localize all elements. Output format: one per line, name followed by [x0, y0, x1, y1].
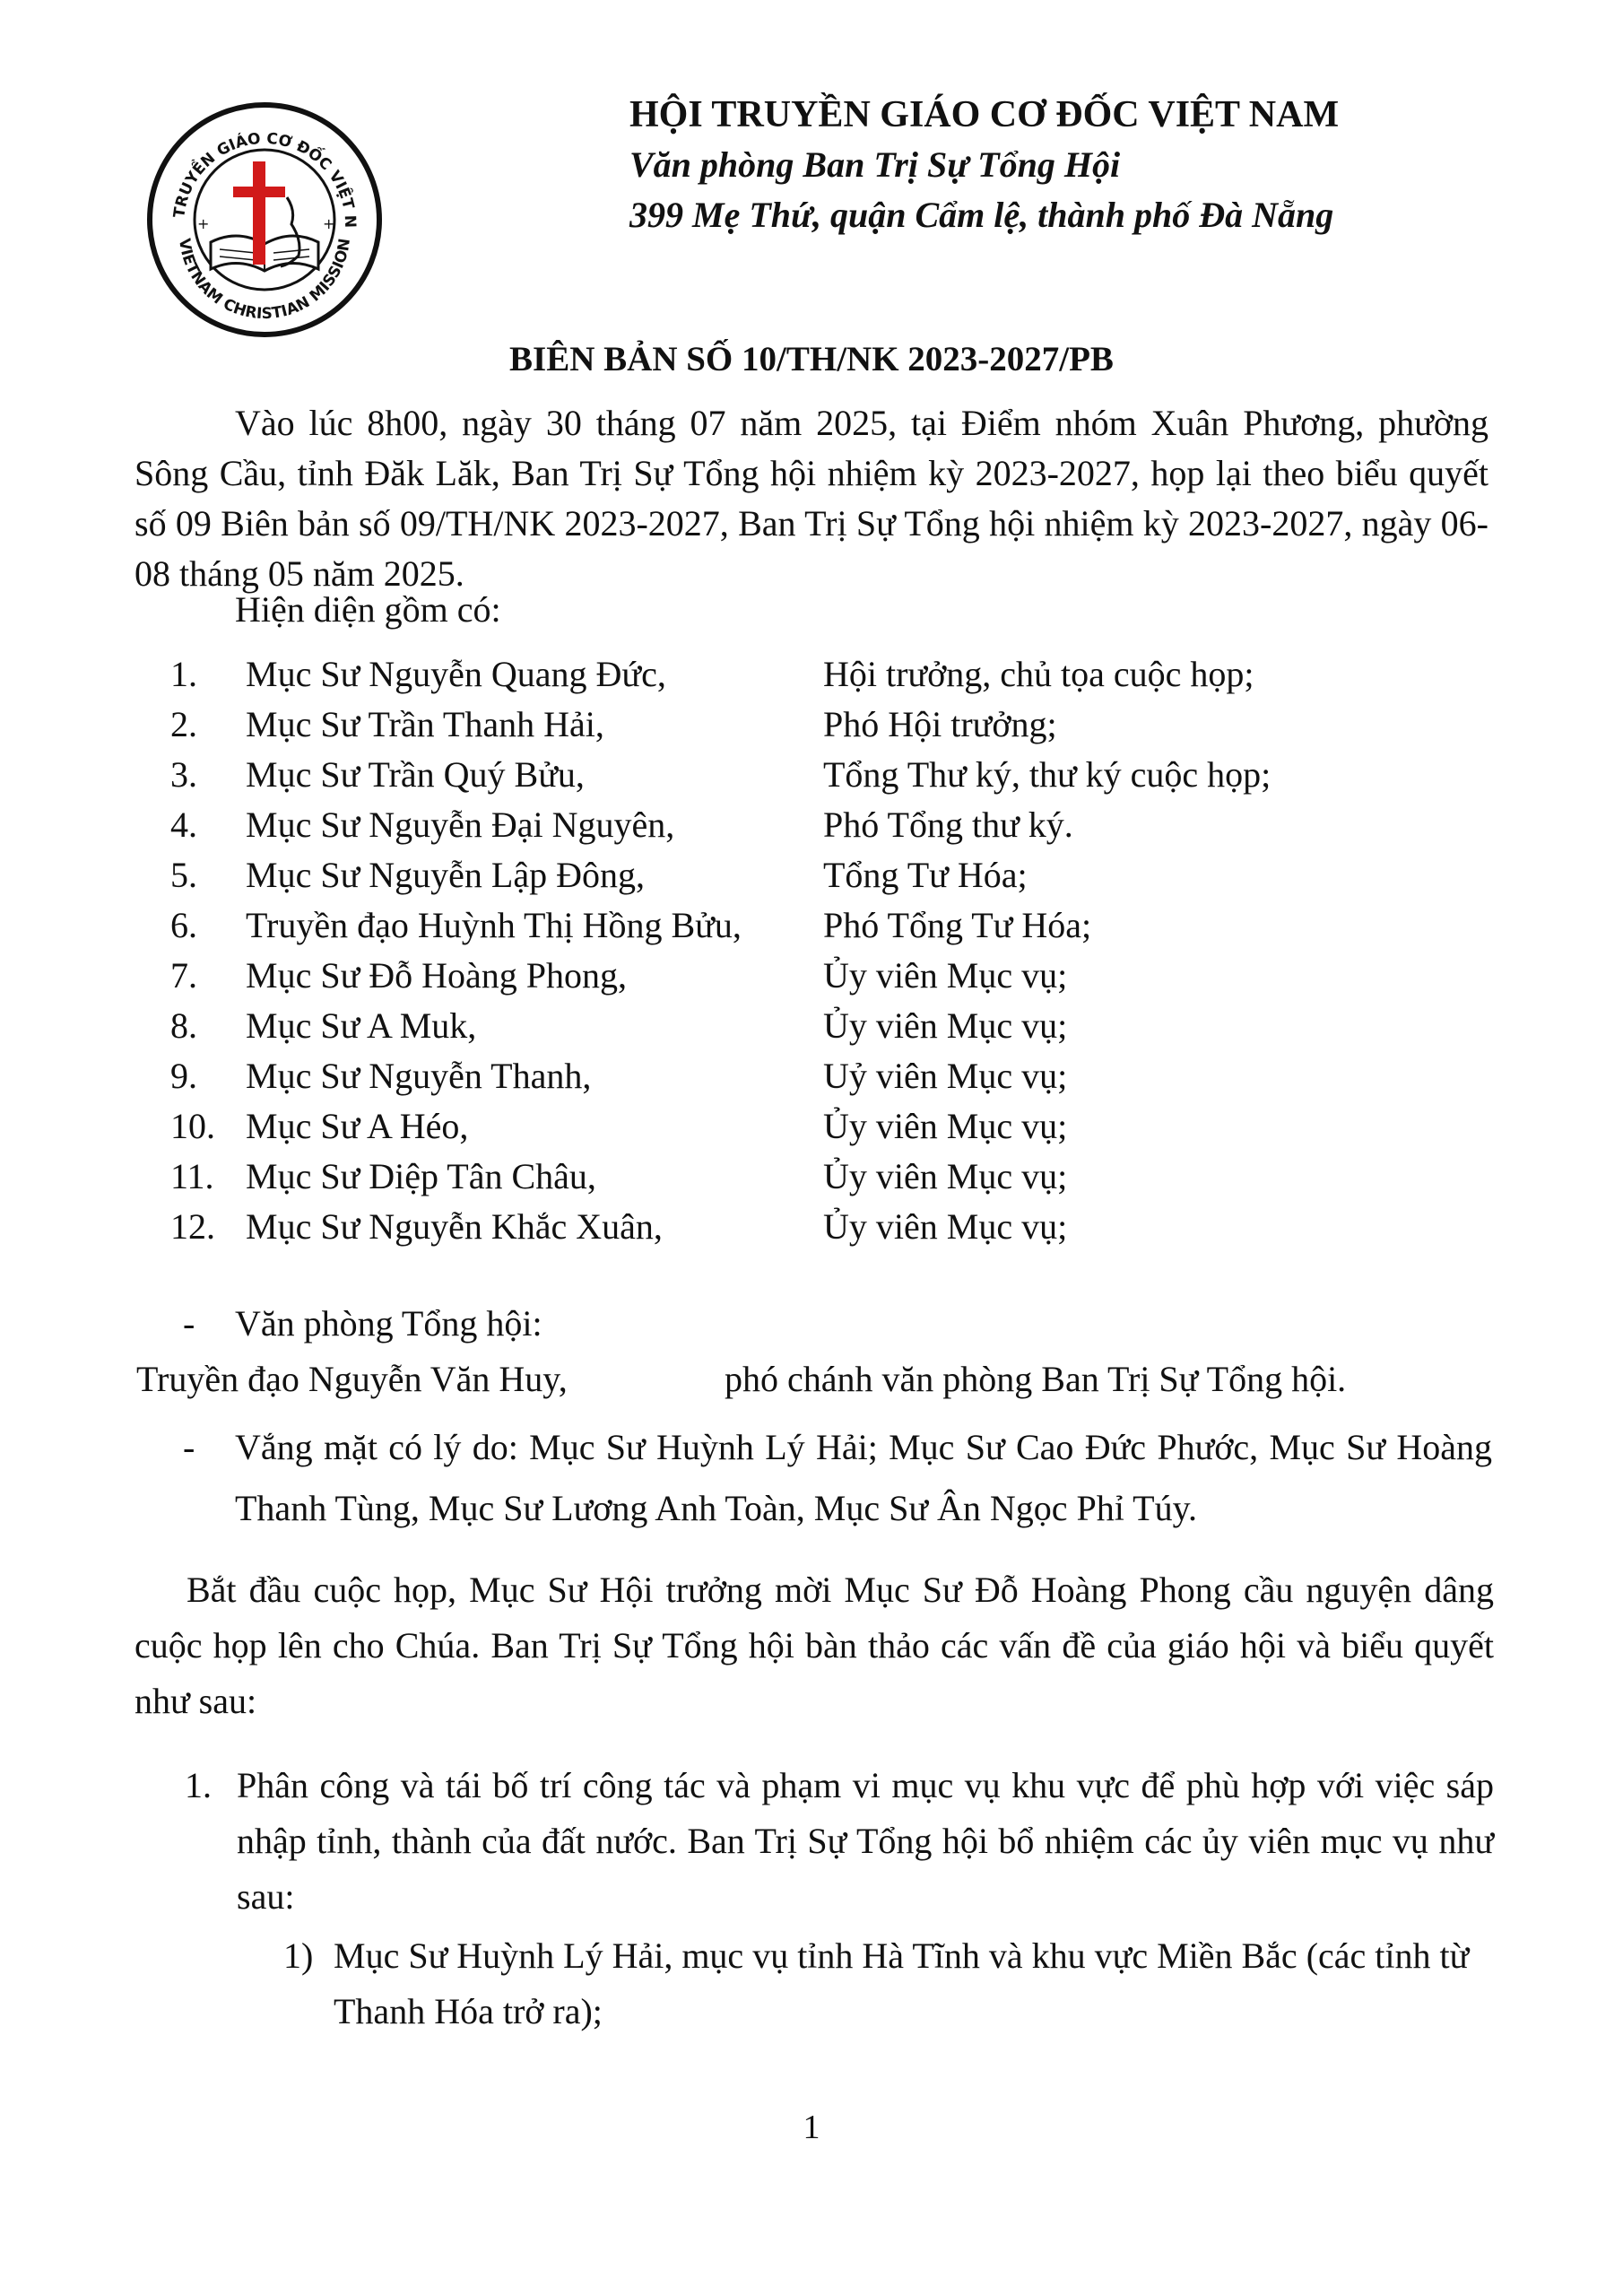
logo-emblem-icon	[143, 99, 386, 341]
document-title: BIÊN BẢN SỐ 10/TH/NK 2023-2027/PB	[509, 340, 1114, 378]
resolution-item-1: 1. Phân công và tái bố trí công tác và phạm vi mục vụ khu vực để phù hợp với việc sáp nhập tỉnh, thành của đất nước. Ban Trị Sự Tổng hội bổ nhiệm các ủy viên mục vụ như sau:	[185, 1765, 1494, 1917]
letterhead	[629, 90, 1339, 240]
organization-name: HỘI TRUYỀN GIÁO CƠ ĐỐC VIỆT NAM	[629, 94, 1340, 135]
page-number: 1	[803, 2109, 820, 2146]
office-staff-name: Truyền đạo Nguyễn Văn Huy,	[136, 1359, 568, 1399]
svg-text:+: +	[197, 215, 210, 232]
office-name: Văn phòng Ban Trị Sự Tổng Hội	[629, 144, 1121, 185]
document-page: TRUYỀN GIÁO CƠ ĐỐC VIỆT N VIETNAM CHRISTIAN MISSION + + HỘI TRUYỀN GIÁO CƠ ĐỐC VIỆT NAM Văn phòng Ban Trị Sự Tổng Hội 399 Mẹ Thứ, quận Cẩm lệ, thành phố Đà Nẵng BIÊN BẢN SỐ 10/TH/NK 2023-2027/PB Vào lúc 8h00, ngày 30 tháng 07 năm 2025, tại Điểm nhóm Xuân Phương, phường Sông Cầu, tỉnh Đăk Lăk, Ban Trị Sự Tổng hội nhiệm kỳ 2023-2027, họp lại theo biểu quyết số 09 Biên bản số 09/TH/NK 2023-2027, Ban Trị Sự Tổng hội nhiệm kỳ 2023-2027, ngày 06-08 tháng 05 năm 2025. Hiện diện gồm có: 1. Mục Sư Nguyễn Quang Đức, Hội trưởng, chủ tọa cuộc họp; 2. Mục Sư Trần Thanh Hải, Phó Hội trưởng; 3. Mục Sư Trần Quý Bửu, Tổng Thư ký, thư ký cuộc họp; 4. Mục Sư Nguyễn Đại Nguyên, Phó Tổng thư ký. 5. Mục Sư Nguyễn Lập Đông, Tổng Tư Hóa; 6. Truyền đạo Huỳnh Thị Hồng Bửu, Phó Tổng Tư Hóa; 7. Mục Sư Đỗ Hoàng Phong, Ủy viên Mục vụ; 8. Mục Sư A Muk, Ủy viên Mục vụ; 9. Mục Sư Nguyễn Thanh, Uỷ viên Mục vụ; 10. Mục Sư A Héo, Ủy viên Mục vụ; 11. Mục Sư Diệp Tân Châu, Ủy viên Mục vụ; 12. Mục Sư Nguyễn Khắc Xuân, Ủy viên Mục vụ; - Văn phòng Tổng hội: Truyền đạo Nguyễn Văn Huy, phó chánh văn phòng Ban Trị Sự Tổng hội. - Vắng mặt có lý do: Mục Sư Huỳnh Lý Hải; Mục Sư Cao Đức Phước, Mục Sư Hoàng Thanh Tùng, Mục Sư Lương Anh Toàn, Mục Sư Ân Ngọc Phỉ Túy. Bắt đầu cuộc họp, Mục Sư Hội trưởng mời Mục Sư Đỗ Hoàng Phong cầu nguyện dâng cuộc họp lên cho Chúa. Ban Trị Sự Tổng hội bàn thảo các vấn đề của giáo hội và biểu quyết như sau: 1. Phân công và tái bố trí công tác và phạm vi mục vụ khu vực để phù hợp với việc sáp nhập tỉnh, thành của đất nước. Ban Trị Sự Tổng hội bổ nhiệm các ủy viên mục vụ như sau: 1) Mục Sư Huỳnh Lý Hải, mục vụ tỉnh Hà Tĩnh và khu vực Miền Bắc (các tỉnh từ Thanh Hóa trở ra); 1	[0, 0, 1623, 2296]
opening-paragraph: Bắt đầu cuộc họp, Mục Sư Hội trưởng mời Mục Sư Đỗ Hoàng Phong cầu nguyện dâng cuộc họp lên cho Chúa. Ban Trị Sự Tổng hội bàn thảo các vấn đề của giáo hội và biểu quyết như sau:	[135, 1570, 1494, 1721]
svg-text:VIETNAM CHRISTIAN MISSION: VIETNAM CHRISTIAN MISSION	[175, 237, 354, 324]
bullet-dash: -	[183, 1303, 195, 1344]
present-label: Hiện diện gồm có:	[235, 589, 501, 630]
resolution-subitem-1: 1) Mục Sư Huỳnh Lý Hải, mục vụ tỉnh Hà Tĩnh và khu vực Miền Bắc (các tỉnh từ Thanh Hóa trở ra);	[283, 1935, 1470, 2031]
absent-text: Vắng mặt có lý do: Mục Sư Huỳnh Lý Hải; Mục Sư Cao Đức Phước, Mục Sư Hoàng Thanh Tùng, Mục Sư Lương Anh Toàn, Mục Sư Ân Ngọc Phỉ Túy.	[235, 1427, 1492, 1528]
bullet-dash: -	[183, 1427, 195, 1467]
office-label: Văn phòng Tổng hội:	[235, 1303, 542, 1344]
absent-section	[183, 1417, 1492, 1539]
svg-text:HỘI TRUYỀN GIÁO CƠ ĐỐC VIỆT NA: TRUYỀN GIÁO CƠ ĐỐC VIỆT N	[170, 129, 360, 229]
intro-paragraph: Vào lúc 8h00, ngày 30 tháng 07 năm 2025, tại Điểm nhóm Xuân Phương, phường Sông Cầu, tỉnh Đăk Lăk, Ban Trị Sự Tổng hội nhiệm kỳ 2023-2027, họp lại theo biểu quyết số 09 Biên bản số 09/TH/NK 2023-2027, Ban Trị Sự Tổng hội nhiệm kỳ 2023-2027, ngày 06-08 tháng 05 năm 2025.	[135, 403, 1488, 594]
svg-text:+: +	[323, 215, 335, 232]
office-staff-role: phó chánh văn phòng Ban Trị Sự Tổng hội.	[725, 1359, 1347, 1399]
office-address: 399 Mẹ Thứ, quận Cẩm lệ, thành phố Đà Nẵng	[629, 195, 1334, 235]
organization-logo	[143, 99, 386, 341]
